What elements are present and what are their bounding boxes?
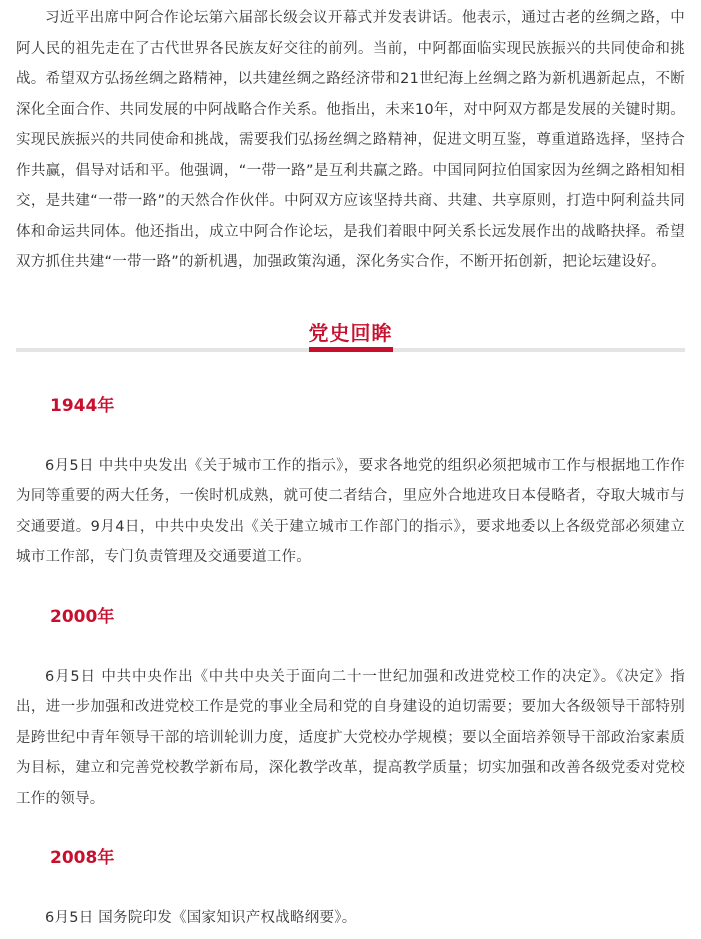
history-entry-2000 [16,605,685,815]
entry-text: 6月5日 国务院印发《国家知识产权战略纲要》。 [45,910,357,926]
entry-text: 6月5日 中共中央作出《中共中央关于面向二十一世纪加强和改进党校工作的决定》。《决定》指出，进一步加强和改进党校工作是党的事业全局和党的自身建设的迫切需要；要加大各级领导干部特别是跨世纪中青年领导干部的培训轮训力度，适度扩大党校办学规模；要以全面培养领导干部政治家素质为目标，建立和完善党校教学新布局，深化教学改革，提高教学质量；切实加强和改善各级党委对党校工作的领导。 [16,668,685,807]
entry-year: 2008年 [50,848,115,868]
history-entry-2008 [16,846,685,934]
entry-year: 2000年 [50,606,115,627]
entry-year: 1944年 [50,395,115,416]
history-entry-1944 [16,394,685,573]
section-header [16,319,685,352]
intro-paragraph: 习近平出席中阿合作论坛第六届部长级会议开幕式并发表讲话。他表示，通过古老的丝绸之路，中阿人民的祖先走在了古代世界各民族友好交往的前列。当前，中阿都面临实现民族振兴的共同使命和挑战。希望双方弘扬丝绸之路精神，以共建丝绸之路经济带和21世纪海上丝绸之路为新机遇新起点，不断深化全面合作、共同发展的中阿战略合作关系。他指出，未来10年，对中阿双方都是发展的关键时期。实现民族振兴的共同使命和挑战，需要我们弘扬丝绸之路精神，促进文明互鉴，尊重道路选择，坚持合作共赢，倡导对话和平。他强调，“一带一路”是互利共赢之路。中国同阿拉伯国家因为丝绸之路相知相交，是共建“一带一路”的天然合作伙伴。中阿双方应该坚持共商、共建、共享原则，打造中阿利益共同体和命运共同体。他还指出，成立中阿合作论坛，是我们着眼中阿关系长远发展作出的战略抉择。希望双方抓住共建“一带一路”的新机遇，加强政策沟通，深化务实合作，不断开拓创新，把论坛建设好。 [16,10,685,270]
section-divider-accent [309,347,393,352]
entry-text: 6月5日 中共中央发出《关于城市工作的指示》，要求各地党的组织必须把城市工作与根据地工作作为同等重要的两大任务，一俟时机成熟，就可使二者结合，里应外合地进攻日本侵略者，夺取大城市与交通要道。9月4日，中共中央发出《关于建立城市工作部门的指示》，要求地委以上各级党部必须建立城市工作部，专门负责管理及交通要道工作。 [16,457,685,565]
article-body [0,3,701,934]
section-divider [16,348,685,352]
section-title: 党史回眸 [308,320,393,345]
